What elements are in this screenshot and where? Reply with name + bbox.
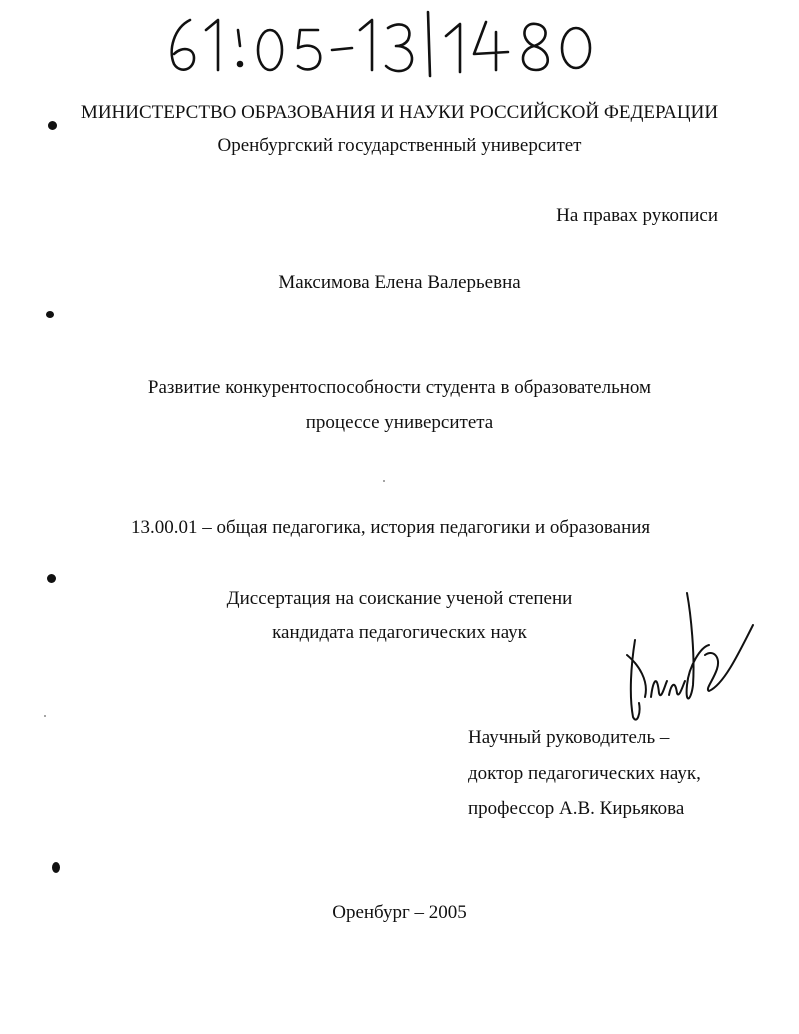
- manuscript-note: На правах рукописи: [556, 205, 718, 226]
- ministry-heading: МИНИСТЕРСТВО ОБРАЗОВАНИЯ И НАУКИ РОССИЙСКОЙ ФЕДЕРАЦИИ: [80, 102, 719, 123]
- scan-mark: [47, 574, 56, 583]
- scan-mark: [48, 121, 57, 130]
- university-name: Оренбургский государственный университет: [217, 135, 582, 156]
- supervisor-line2: доктор педагогических наук,: [468, 763, 701, 784]
- supervisor-line1: Научный руководитель –: [468, 727, 670, 748]
- scan-speck: [44, 715, 46, 717]
- author-name: Максимова Елена Валерьевна: [278, 272, 521, 293]
- handwritten-signature: [605, 585, 765, 735]
- degree-line1: Диссертация на соискание ученой степени: [226, 588, 573, 609]
- city-year: Оренбург – 2005: [332, 902, 467, 923]
- specialty-code: 13.00.01 – общая педагогика, история педагогики и образования: [131, 517, 651, 538]
- scan-mark: [46, 311, 54, 318]
- dissertation-title-line2: процессе университета: [305, 412, 494, 433]
- supervisor-line3: профессор А.В. Кирьякова: [468, 798, 685, 819]
- dissertation-title-line1: Развитие конкурентоспособности студента в образовательном: [147, 377, 652, 398]
- degree-line2: кандидата педагогических наук: [272, 622, 527, 643]
- scan-speck: [383, 480, 385, 482]
- scan-mark: [52, 862, 60, 873]
- handwritten-catalog-number: [160, 8, 600, 78]
